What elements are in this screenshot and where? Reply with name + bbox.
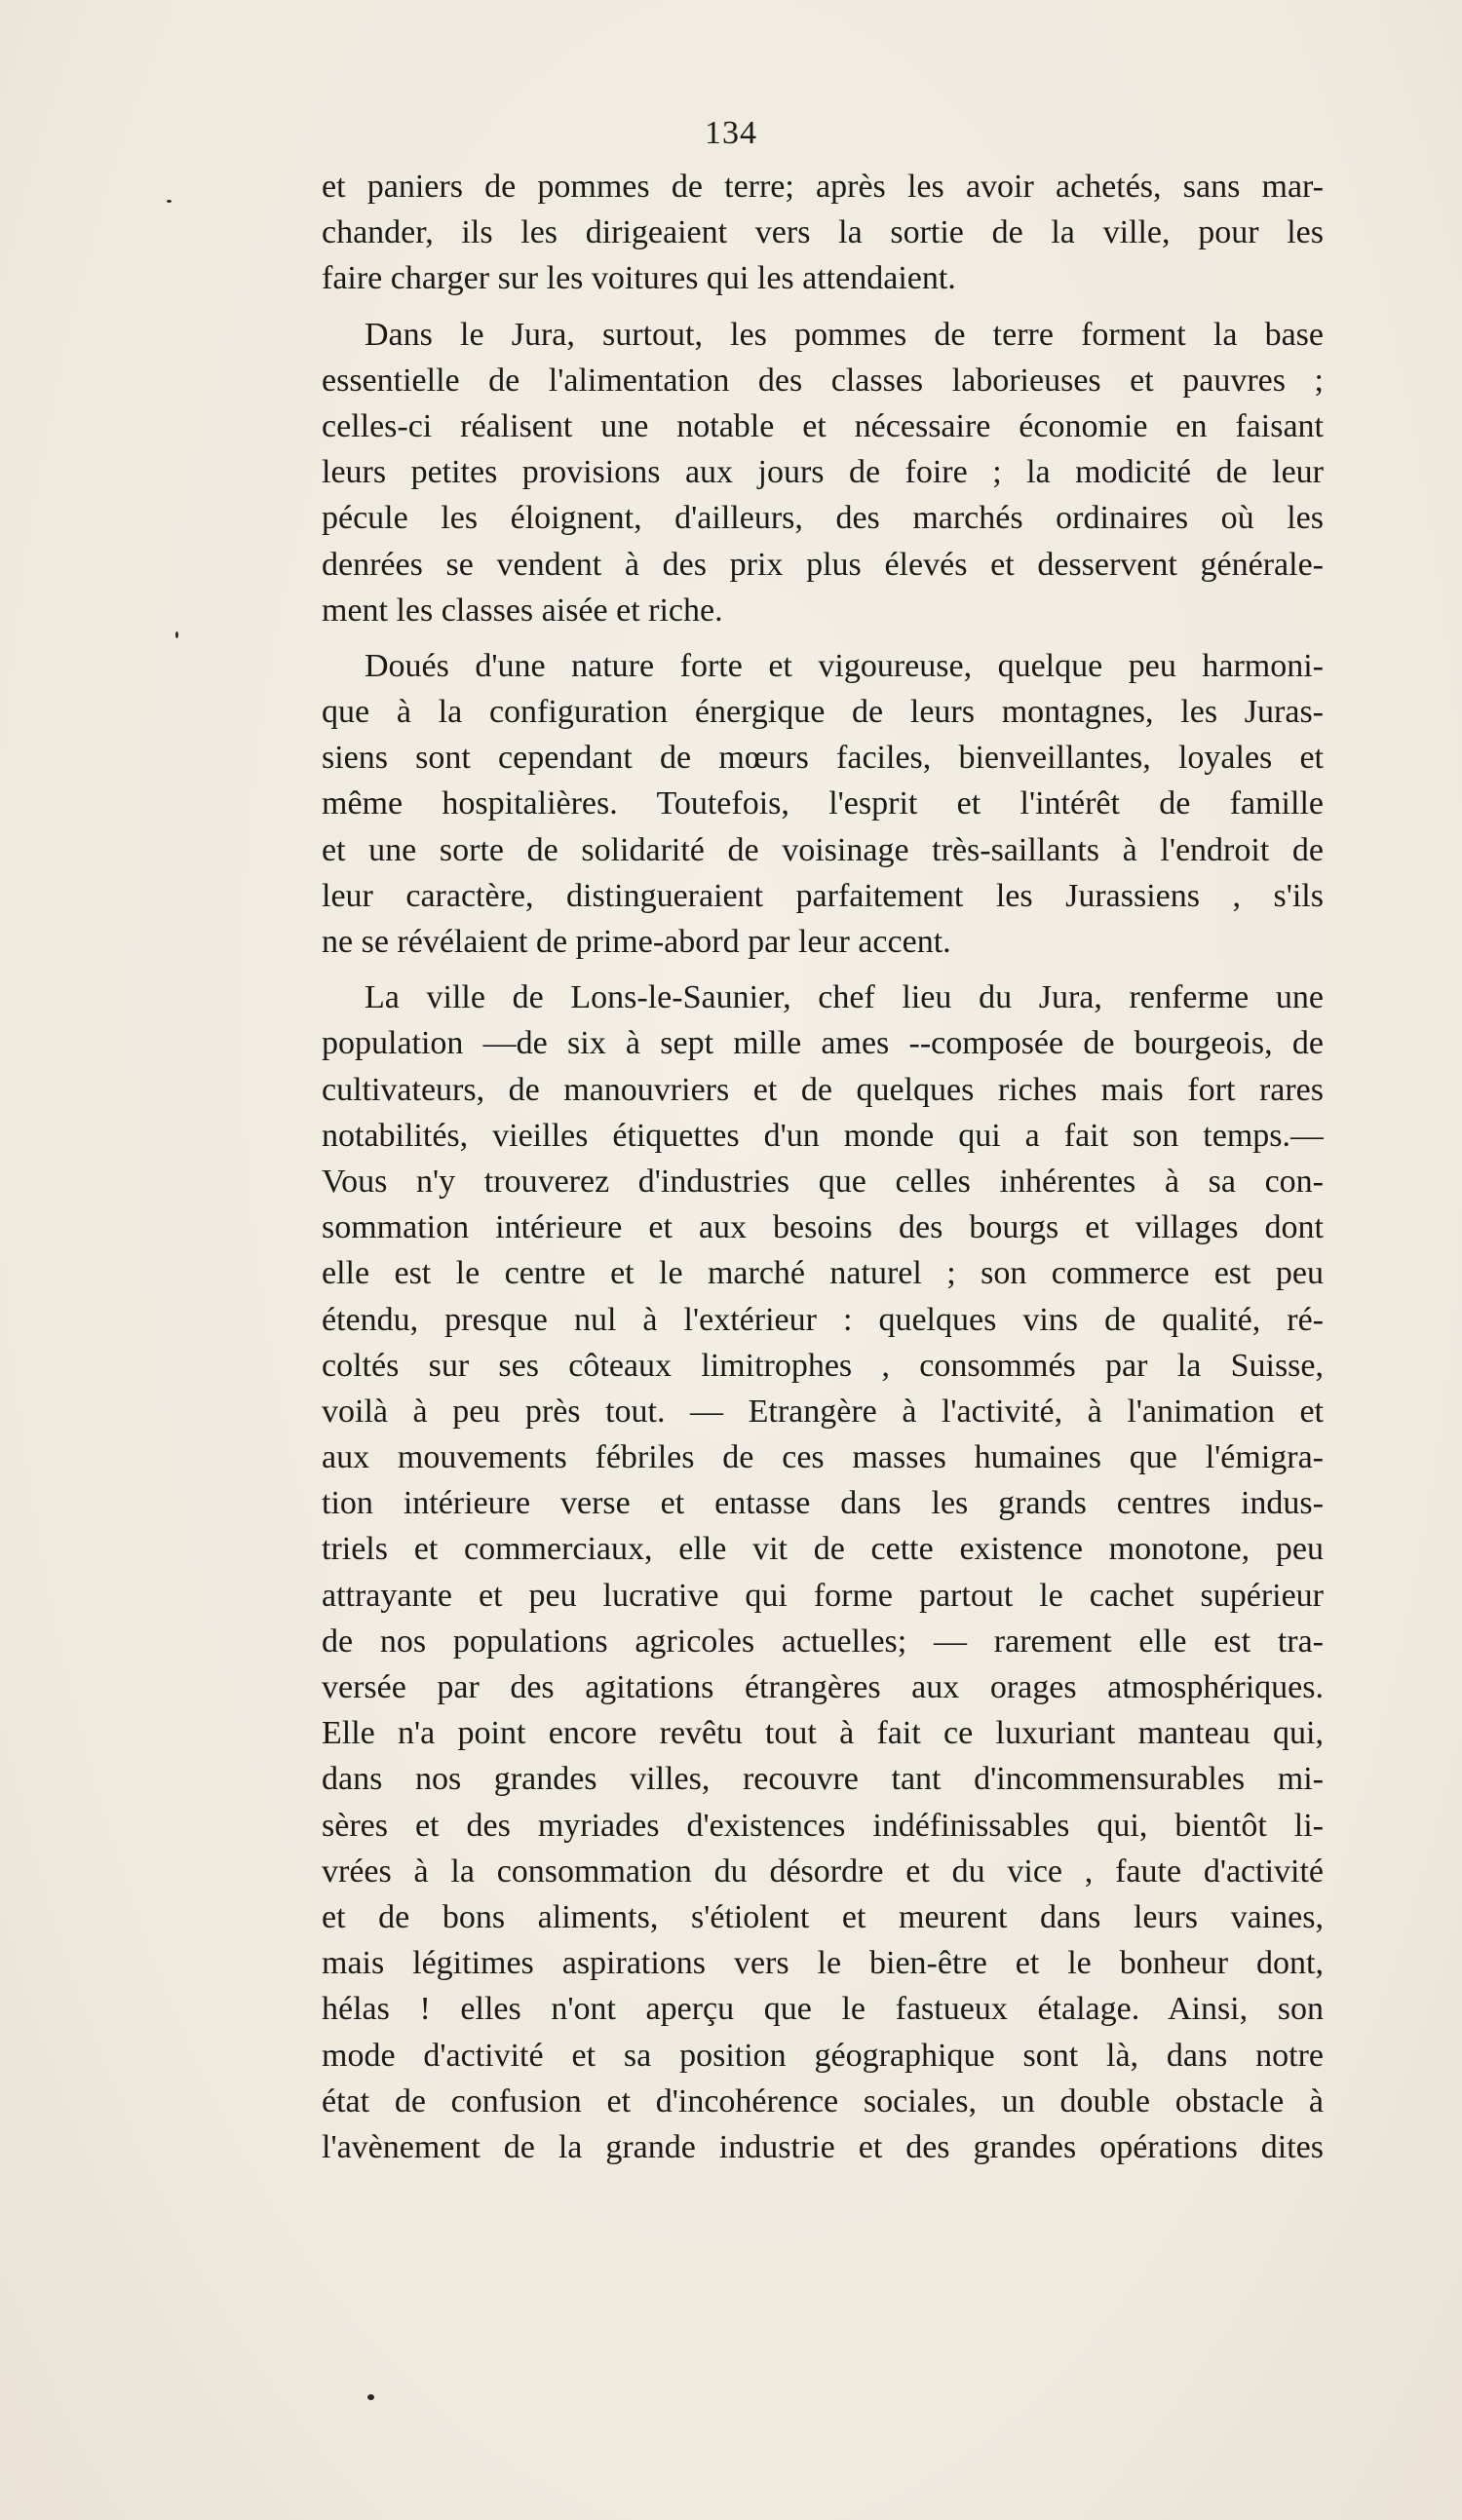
ink-speck	[367, 2394, 374, 2400]
body-text	[322, 164, 1324, 2170]
text-line: mais légitimes aspirations vers le bien-être et le bonheur dont,	[322, 1945, 1324, 1982]
text-line: faire charger sur les voitures qui les attendaient.	[322, 260, 956, 297]
text-line: Elle n'a point encore revêtu tout à fait ce luxuriant manteau qui,	[322, 1715, 1324, 1752]
text-line: tion intérieure verse et entasse dans les grands centres indus-	[322, 1485, 1324, 1522]
text-line: elle est le centre et le marché naturel ; son commerce est peu	[322, 1255, 1324, 1292]
text-line: leur caractère, distingueraient parfaitement les Jurassiens , s'ils	[322, 877, 1324, 914]
text-line: chander, ils les dirigeaient vers la sortie de la ville, pour les	[322, 214, 1324, 251]
text-line: l'avènement de la grande industrie et des grandes opérations dites	[322, 2128, 1324, 2165]
text-line: sères et des myriades d'existences indéfinissables qui, bientôt li-	[322, 1807, 1324, 1844]
text-line: leurs petites provisions aux jours de foire ; la modicité de leur	[322, 454, 1324, 491]
text-line: versée par des agitations étrangères aux orages atmosphériques.	[322, 1669, 1324, 1705]
text-line: dans nos grandes villes, recouvre tant d'incommensurables mi-	[322, 1761, 1324, 1798]
paragraph	[322, 312, 1324, 633]
text-line: attrayante et peu lucrative qui forme partout le cachet supérieur	[322, 1577, 1324, 1614]
text-line: La ville de Lons-le-Saunier, chef lieu du Jura, renferme une	[365, 979, 1324, 1016]
paragraph-gap	[322, 302, 1324, 312]
text-line: population —de six à sept mille ames --composée de bourgeois, de	[322, 1025, 1324, 1062]
text-line: vrées à la consommation du désordre et du vice , faute d'activité	[322, 1852, 1324, 1890]
text-line: voilà à peu près tout. — Etrangère à l'activité, à l'animation et	[322, 1393, 1324, 1430]
text-line: notabilités, vieilles étiquettes d'un monde qui a fait son temps.—	[322, 1117, 1324, 1154]
paragraph	[322, 643, 1324, 965]
text-line: et une sorte de solidarité de voisinage très-saillants à l'endroit de	[322, 831, 1324, 868]
text-line: et paniers de pommes de terre; après les avoir achetés, sans mar-	[322, 169, 1324, 205]
text-line: et de bons aliments, s'étiolent et meurent dans leurs vaines,	[322, 1898, 1324, 1935]
text-line: ne se révélaient de prime-abord par leur accent.	[322, 924, 951, 960]
paragraph-gap	[322, 633, 1324, 643]
text-line: aux mouvements fébriles de ces masses humaines que l'émigra-	[322, 1439, 1324, 1476]
text-line: état de confusion et d'incohérence sociales, un double obstacle à	[322, 2082, 1324, 2119]
text-line: essentielle de l'alimentation des classes laborieuses et pauvres ;	[322, 362, 1324, 399]
text-line: mode d'activité et sa position géographique sont là, dans notre	[322, 2037, 1324, 2074]
text-line: étendu, presque nul à l'extérieur : quelques vins de qualité, ré-	[322, 1301, 1324, 1338]
text-line: que à la configuration énergique de leurs montagnes, les Juras-	[322, 694, 1324, 731]
paragraph	[322, 974, 1324, 2170]
text-line: hélas ! elles n'ont aperçu que le fastueux étalage. Ainsi, son	[322, 1991, 1324, 2028]
page-number: 134	[705, 115, 757, 151]
text-line: Dans le Jura, surtout, les pommes de terre forment la base	[365, 316, 1324, 353]
text-line: pécule les éloignent, d'ailleurs, des marchés ordinaires où les	[322, 500, 1324, 537]
text-line: sommation intérieure et aux besoins des bourgs et villages dont	[322, 1209, 1324, 1246]
text-line: denrées se vendent à des prix plus élevés et desservent générale-	[322, 546, 1324, 583]
text-line: de nos populations agricoles actuelles; — rarement elle est tra-	[322, 1623, 1324, 1660]
text-line: triels et commerciaux, elle vit de cette existence monotone, peu	[322, 1531, 1324, 1568]
text-line: celles-ci réalisent une notable et nécessaire économie en faisant	[322, 407, 1324, 444]
text-line: siens sont cependant de mœurs faciles, bienveillantes, loyales et	[322, 740, 1324, 777]
text-line: cultivateurs, de manouvriers et de quelques riches mais fort rares	[322, 1071, 1324, 1108]
paragraph-gap	[322, 965, 1324, 974]
text-line: Vous n'y trouverez d'industries que celles inhérentes à sa con-	[322, 1163, 1324, 1200]
text-line: Doués d'une nature forte et vigoureuse, quelque peu harmoni-	[365, 647, 1324, 684]
ink-speck	[167, 200, 172, 203]
paragraph	[322, 164, 1324, 302]
ink-speck	[175, 631, 178, 638]
text-line: coltés sur ses côteaux limitrophes , consommés par la Suisse,	[322, 1347, 1324, 1384]
text-line: même hospitalières. Toutefois, l'esprit et l'intérêt de famille	[322, 785, 1324, 822]
text-line: ment les classes aisée et riche.	[322, 592, 723, 629]
